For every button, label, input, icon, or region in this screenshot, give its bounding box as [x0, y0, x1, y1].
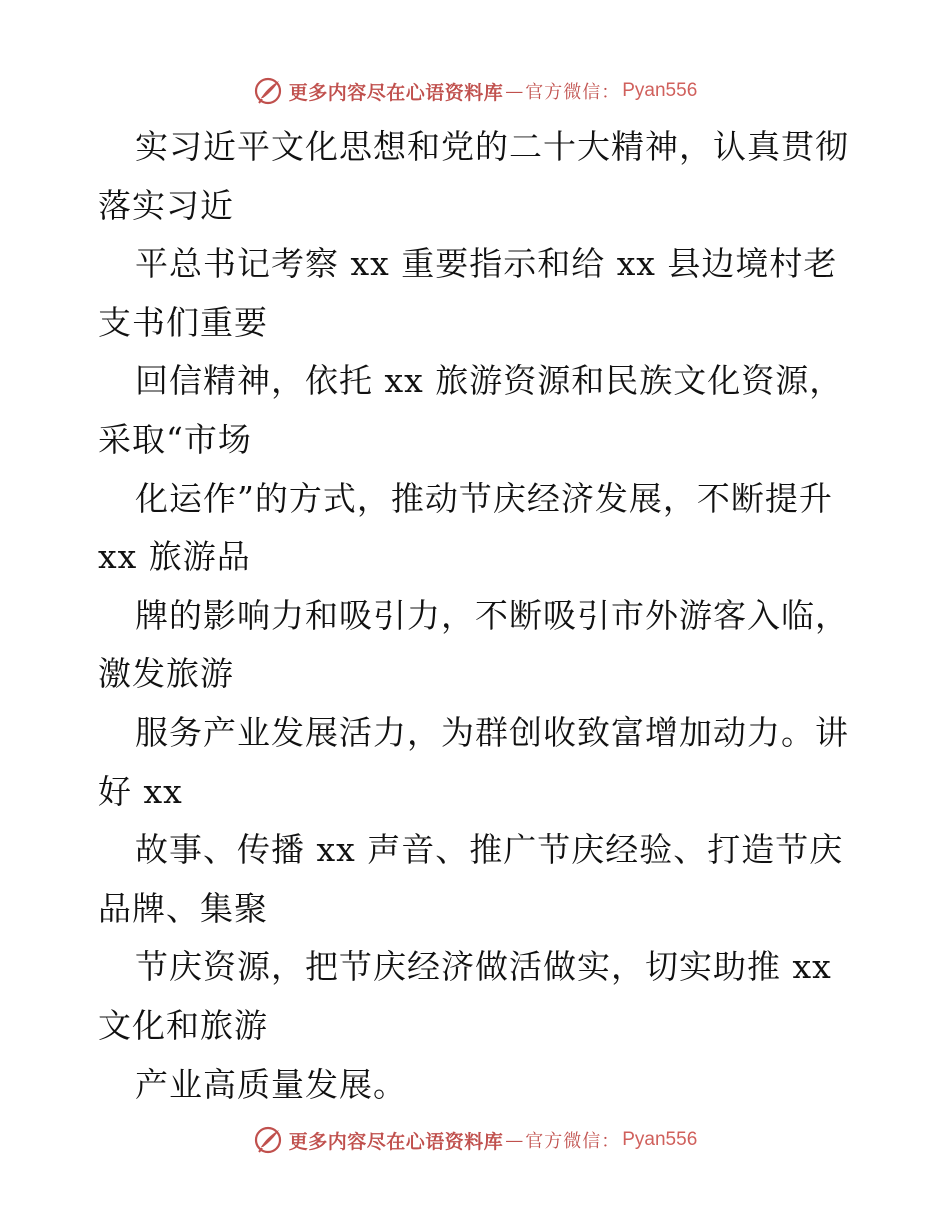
footer-banner: [0, 1122, 950, 1158]
banner-separator: —: [505, 1129, 524, 1151]
text-line: 节庆资源，把节庆经济做活做实，切实助推 xx: [135, 947, 832, 987]
document-body: [98, 118, 858, 1114]
text-line: 化运作”的方式，推动节庆经济发展，不断提升: [135, 478, 833, 518]
banner-brand-text: 更多内容尽在心语资料库: [288, 81, 504, 104]
banner-wechat-label: 官方微信：: [525, 82, 621, 103]
text-line: 服务产业发展活力，为群创收致富增加动力。讲: [135, 712, 849, 752]
text-line: 文化和旅游: [98, 1005, 268, 1045]
text-line: 激发旅游: [98, 654, 234, 694]
text-line: 落实习近: [98, 185, 234, 225]
text-line: 实习近平文化思想和党的二十大精神，认真贯彻: [135, 127, 849, 166]
text-line: 牌的影响力和吸引力，不断吸引市外游客入临，: [135, 595, 849, 635]
quill-pen-circle-icon: [253, 1125, 283, 1155]
text-line: 平总书记考察 xx 重要指示和给 xx 县边境村老: [135, 244, 838, 284]
text-line: 故事、传播 xx 声音、推广节庆经验、打造节庆: [135, 830, 844, 870]
text-line: xx 旅游品: [98, 537, 251, 577]
text-line: 好 xx: [98, 771, 183, 811]
banner-wechat-account: Pyan556: [622, 1129, 698, 1150]
banner-wechat-label: 官方微信：: [525, 1131, 621, 1152]
text-line: 采取“市场: [98, 419, 252, 459]
quill-pen-circle-icon: [253, 76, 283, 106]
header-banner: [0, 73, 950, 109]
text-line: 支书们重要: [98, 302, 268, 342]
banner-separator: —: [505, 80, 524, 102]
banner-brand-text: 更多内容尽在心语资料库: [288, 1130, 504, 1153]
banner-wechat-account: Pyan556: [622, 80, 698, 101]
text-line: 品牌、集聚: [98, 888, 268, 928]
text-line: 回信精神，依托 xx 旅游资源和民族文化资源，: [135, 361, 844, 401]
text-line: 产业高质量发展。: [135, 1064, 407, 1104]
